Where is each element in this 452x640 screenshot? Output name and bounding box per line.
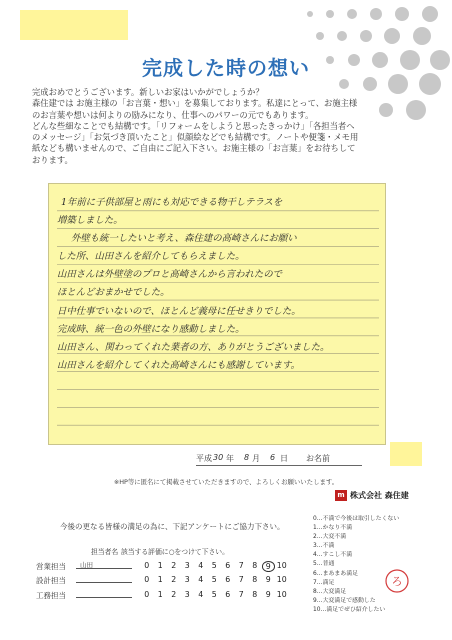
score-option[interactable]: 2 xyxy=(171,561,177,570)
company-logo-icon: m xyxy=(335,490,347,501)
survey-col-instruction: 該当する評価に○をつけて下さい。 xyxy=(121,548,229,556)
name-highlight-box xyxy=(390,442,422,466)
score-option[interactable]: 9 xyxy=(265,575,271,584)
name-label: お名前 xyxy=(306,454,330,463)
score-option[interactable]: 2 xyxy=(171,575,177,584)
legend-item: 6…まあまあ満足 xyxy=(313,570,358,577)
company-name: 株式会社 森住建 xyxy=(350,490,409,500)
score-option[interactable]: 6 xyxy=(225,561,231,570)
survey-row-design-person[interactable] xyxy=(76,574,132,583)
score-option[interactable]: 6 xyxy=(225,575,231,584)
stamp-text: ろ xyxy=(391,575,403,588)
score-option[interactable]: 5 xyxy=(211,575,217,584)
score-option[interactable]: 6 xyxy=(225,590,231,599)
score-option[interactable]: 3 xyxy=(184,590,190,599)
date-underline xyxy=(196,465,362,466)
intro-text: 完成おめでとうございます。新しいお家はいかがでしょうか？ 森住建では お施主様の「お言葉・想い」を募集しております。私達にとって、お施主様 のお言葉や想いは何よりの励みになり、仕事へのパワーの元でもあります。 どんな些細なことでも結構です。「リフォームをしようと思ったきっかけ」「各担当者へ のメッセージ」「お気づき頂いたこと」似顔絵などでも結構です。ノートや便箋・メモ用 紙なども構いませんので、ご自由にご記入下さい。お施主様の「お言葉」をお待ちして おります。 xyxy=(32,87,359,165)
page-title: 完成した時の想い xyxy=(142,56,310,80)
score-option[interactable]: 2 xyxy=(171,590,177,599)
legend-item: 8…大変満足 xyxy=(313,588,347,595)
handwritten-line: 増築しました。 xyxy=(57,215,123,227)
survey-legend xyxy=(313,515,399,615)
handwritten-line: 完成時、統一色の外壁になり感動しました。 xyxy=(57,323,245,335)
score-option[interactable]: 0 xyxy=(144,590,150,599)
date-month-unit: 月 xyxy=(252,454,260,463)
score-option[interactable]: 4 xyxy=(198,561,204,570)
score-option[interactable]: 0 xyxy=(144,561,150,570)
score-option[interactable]: 4 xyxy=(198,575,204,584)
survey-row-construction-person[interactable] xyxy=(76,589,132,598)
score-option[interactable]: 8 xyxy=(252,590,258,599)
survey-row-design-label: 設計担当 xyxy=(36,576,66,585)
survey-row-construction-scale xyxy=(140,590,289,599)
survey-row-sales-label: 営業担当 xyxy=(36,562,66,571)
date-era: 平成 xyxy=(196,454,212,463)
legend-item: 7…満足 xyxy=(313,579,335,586)
handwritten-line: した所、山田さんを紹介してもらえました。 xyxy=(57,251,245,263)
score-option[interactable]: 5 xyxy=(211,590,217,599)
date-day: 6 xyxy=(270,453,276,462)
survey-col-person: 担当者名 xyxy=(91,548,119,556)
handwritten-line: 1年前に子供部屋と雨にも対応できる物干しテラスを xyxy=(61,197,283,208)
handwritten-line: 外壁も統一したいと考え、森住建の高崎さんにお願い xyxy=(71,233,297,245)
handwritten-line: 日中仕事でいないので、ほとんど義母に任せきりでした。 xyxy=(57,305,301,317)
score-option[interactable]: 8 xyxy=(252,575,258,584)
score-option[interactable]: 7 xyxy=(238,561,244,570)
score-option[interactable]: 1 xyxy=(157,590,163,599)
score-option[interactable]: 10 xyxy=(276,561,287,570)
legend-item: 1…かなり不満 xyxy=(313,525,353,532)
date-month: 8 xyxy=(244,453,250,462)
score-option[interactable]: 5 xyxy=(211,561,217,570)
legend-item: 10…満足でぜひ紹介したい xyxy=(313,606,386,613)
score-option[interactable]: 8 xyxy=(252,561,258,570)
legend-item: 3…不満 xyxy=(313,543,335,550)
survey-row-construction-label: 工務担当 xyxy=(36,591,66,600)
score-option[interactable]: 0 xyxy=(144,575,150,584)
name-highlight-tab xyxy=(20,10,128,40)
legend-item: 0…不満で今後は取引したくない xyxy=(313,516,400,522)
score-option[interactable]: 4 xyxy=(198,590,204,599)
score-option[interactable]: 7 xyxy=(238,590,244,599)
survey-row-sales-person[interactable]: 山田 xyxy=(76,560,132,569)
legend-item: 2…大変不満 xyxy=(313,534,347,541)
date-year-unit: 年 xyxy=(226,454,234,463)
score-option[interactable]: 9 xyxy=(265,590,271,599)
handwritten-line: 山田さん、関わってくれた業者の方、ありがとうございました。 xyxy=(57,341,330,353)
date-year: 30 xyxy=(213,453,224,462)
handwritten-stamp-mark xyxy=(384,568,410,594)
handwritten-line: ほとんどおまかせでした。 xyxy=(57,287,170,299)
legend-item: 9…大変満足で感動した xyxy=(313,597,376,604)
score-option[interactable]: 1 xyxy=(157,575,163,584)
score-option[interactable]: 1 xyxy=(157,561,163,570)
score-option[interactable]: 3 xyxy=(184,575,190,584)
survey-title: 今後の更なる皆様の満足の為に、下記アンケートにご協力下さい。 xyxy=(60,522,285,531)
publication-notice: ※HP等に匿名にて掲載させていただきますので、よろしくお願いいたします。 xyxy=(113,478,339,486)
handwritten-line: 山田さんは外壁塗のプロと高崎さんから言われたので xyxy=(57,269,283,281)
handwritten-text xyxy=(57,194,387,375)
legend-item: 5…普通 xyxy=(313,561,335,568)
survey-row-sales-scale xyxy=(140,561,289,572)
score-option[interactable]: 7 xyxy=(238,575,244,584)
score-option[interactable]: 3 xyxy=(184,561,190,570)
handwritten-line: 山田さんを紹介してくれた高崎さんにも感謝しています。 xyxy=(57,359,301,371)
date-day-unit: 日 xyxy=(280,454,288,463)
score-option[interactable]: 10 xyxy=(276,575,287,584)
score-option-selected[interactable]: 9 xyxy=(262,561,276,572)
score-option[interactable]: 10 xyxy=(276,590,287,599)
survey-row-design-scale xyxy=(140,575,289,584)
handwritten-note-card xyxy=(48,183,386,445)
legend-item: 4…すこし不満 xyxy=(313,552,353,559)
company-mark xyxy=(335,489,409,501)
